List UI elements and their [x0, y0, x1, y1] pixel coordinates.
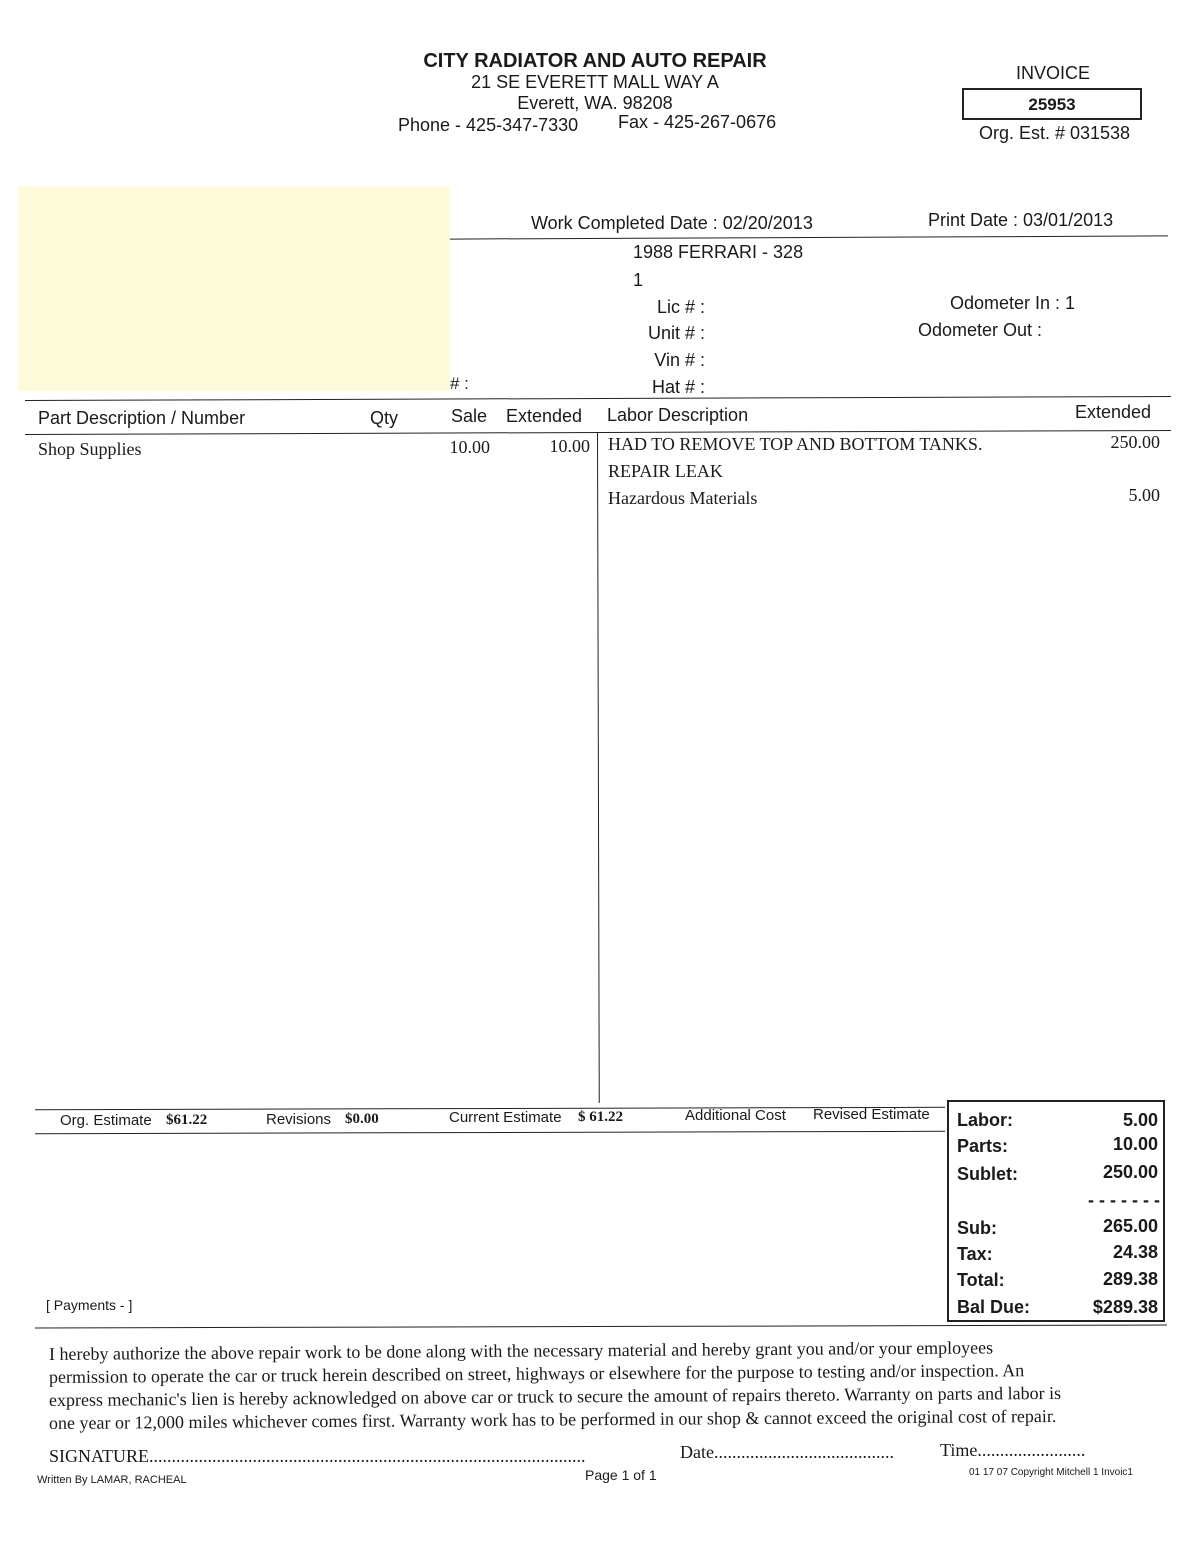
odometer-in: Odometer In : 1: [949, 293, 1075, 313]
vin-label: Vin # :: [654, 350, 705, 370]
labor-amount-3: 5.00: [1128, 485, 1160, 505]
estimates-bottom-rule: [35, 1131, 945, 1134]
sublet-total-label: Sublet:: [957, 1164, 1018, 1184]
labor-total-value: 5.00: [1122, 1110, 1158, 1130]
revised-estimate-label: Revised Estimate: [813, 1106, 930, 1123]
company-address: 21 SE EVERETT MALL WAY A: [471, 72, 719, 92]
subtotal-label: Sub:: [957, 1218, 997, 1238]
org-estimate-value: $61.22: [166, 1112, 208, 1128]
part-extended: 10.00: [549, 436, 590, 456]
redaction-block: [18, 186, 450, 391]
col-part-description: Part Description / Number: [38, 408, 246, 428]
total-label: Total:: [957, 1270, 1005, 1290]
vehicle-description: 1988 FERRARI - 328: [633, 242, 804, 262]
work-completed-date: Work Completed Date : 02/20/2013: [531, 213, 813, 233]
license-label: Lic # :: [656, 297, 705, 317]
original-estimate-number: Org. Est. # 031538: [978, 123, 1131, 143]
signature-line[interactable]: SIGNATURE.................................................................................................: [49, 1446, 586, 1466]
invoice-number-box: [962, 88, 1142, 120]
unit-label: Unit # :: [647, 323, 705, 343]
tax-label: Tax:: [957, 1244, 993, 1264]
company-city: Everett, WA. 98208: [517, 93, 673, 113]
invoice-number: 25953: [1028, 95, 1076, 114]
tax-value: 24.38: [1112, 1242, 1158, 1262]
dates-rule: [450, 235, 1168, 239]
balance-due-label: Bal Due:: [957, 1297, 1031, 1317]
customer-hash-label: # :: [450, 374, 469, 393]
vehicle-line-2: 1: [633, 270, 644, 290]
labor-total-label: Labor:: [957, 1110, 1013, 1130]
col-labor-extended: Extended: [1075, 402, 1152, 422]
parts-total-value: 10.00: [1112, 1134, 1158, 1154]
date-line[interactable]: Date........................................: [680, 1442, 894, 1462]
col-qty: Qty: [370, 408, 399, 428]
print-date: Print Date : 03/01/2013: [928, 210, 1114, 230]
col-labor-description: Labor Description: [607, 405, 749, 425]
authorization-line-2: permission to operate the car or truck herein described on street, highways or elsewhere for the purpose to testing and/or inspection. An: [48, 1360, 1025, 1387]
labor-line-3: Hazardous Materials: [608, 488, 758, 508]
current-estimate-value: $ 61.22: [578, 1109, 623, 1125]
payments-label: [ Payments - ]: [46, 1297, 133, 1313]
company-phone: Phone - 425-347-7330: [398, 115, 579, 135]
company-name: CITY RADIATOR AND AUTO REPAIR: [423, 50, 767, 72]
revisions-value: $0.00: [345, 1111, 379, 1127]
labor-line-1: HAD TO REMOVE TOP AND BOTTOM TANKS.: [608, 434, 983, 454]
labor-amount-1: 250.00: [1110, 432, 1160, 452]
copyright: 01 17 07 Copyright Mitchell 1 Invoic1: [969, 1467, 1133, 1478]
subtotal-value: 265.00: [1102, 1216, 1158, 1236]
labor-line-2: REPAIR LEAK: [608, 461, 723, 481]
balance-due-value: $289.38: [1092, 1297, 1158, 1317]
part-sale: 10.00: [449, 437, 490, 457]
totals-divider: - - - - - - -: [1088, 1190, 1160, 1210]
col-extended: Extended: [506, 406, 583, 426]
odometer-out: Odometer Out :: [918, 320, 1043, 340]
authorization-line-1: I hereby authorize the above repair work to be done along with the necessary material and hereby grant you and/or your employees: [48, 1337, 994, 1364]
total-value: 289.38: [1102, 1269, 1158, 1289]
parts-total-label: Parts:: [957, 1136, 1009, 1156]
part-description: Shop Supplies: [38, 439, 142, 459]
org-estimate-label: Org. Estimate: [60, 1112, 152, 1129]
parts-labor-divider: [597, 433, 600, 1103]
payments-bottom-rule: [35, 1325, 1167, 1329]
hat-label: Hat # :: [651, 377, 705, 397]
col-sale: Sale: [451, 406, 488, 426]
authorization-line-3: express mechanic's lien is hereby acknowledged on above car or truck to secure the amount of repairs thereto. Warranty on parts and labor is: [48, 1382, 1062, 1410]
written-by: Written By LAMAR, RACHEAL: [37, 1474, 187, 1486]
current-estimate-label: Current Estimate: [449, 1109, 562, 1126]
revisions-label: Revisions: [266, 1111, 332, 1128]
page-number: Page 1 of 1: [585, 1467, 657, 1483]
columns-top-rule: [25, 396, 1171, 401]
time-line[interactable]: Time........................: [940, 1440, 1086, 1460]
invoice-label: INVOICE: [1015, 63, 1090, 83]
company-fax: Fax - 425-267-0676: [618, 112, 777, 132]
additional-cost-label: Additional Cost: [685, 1107, 786, 1124]
authorization-line-4: one year or 12,000 miles whichever comes first. Warranty work has to be performed in our shop & cannot exceed the original cost of repair.: [48, 1405, 1057, 1433]
sublet-total-value: 250.00: [1102, 1162, 1158, 1182]
